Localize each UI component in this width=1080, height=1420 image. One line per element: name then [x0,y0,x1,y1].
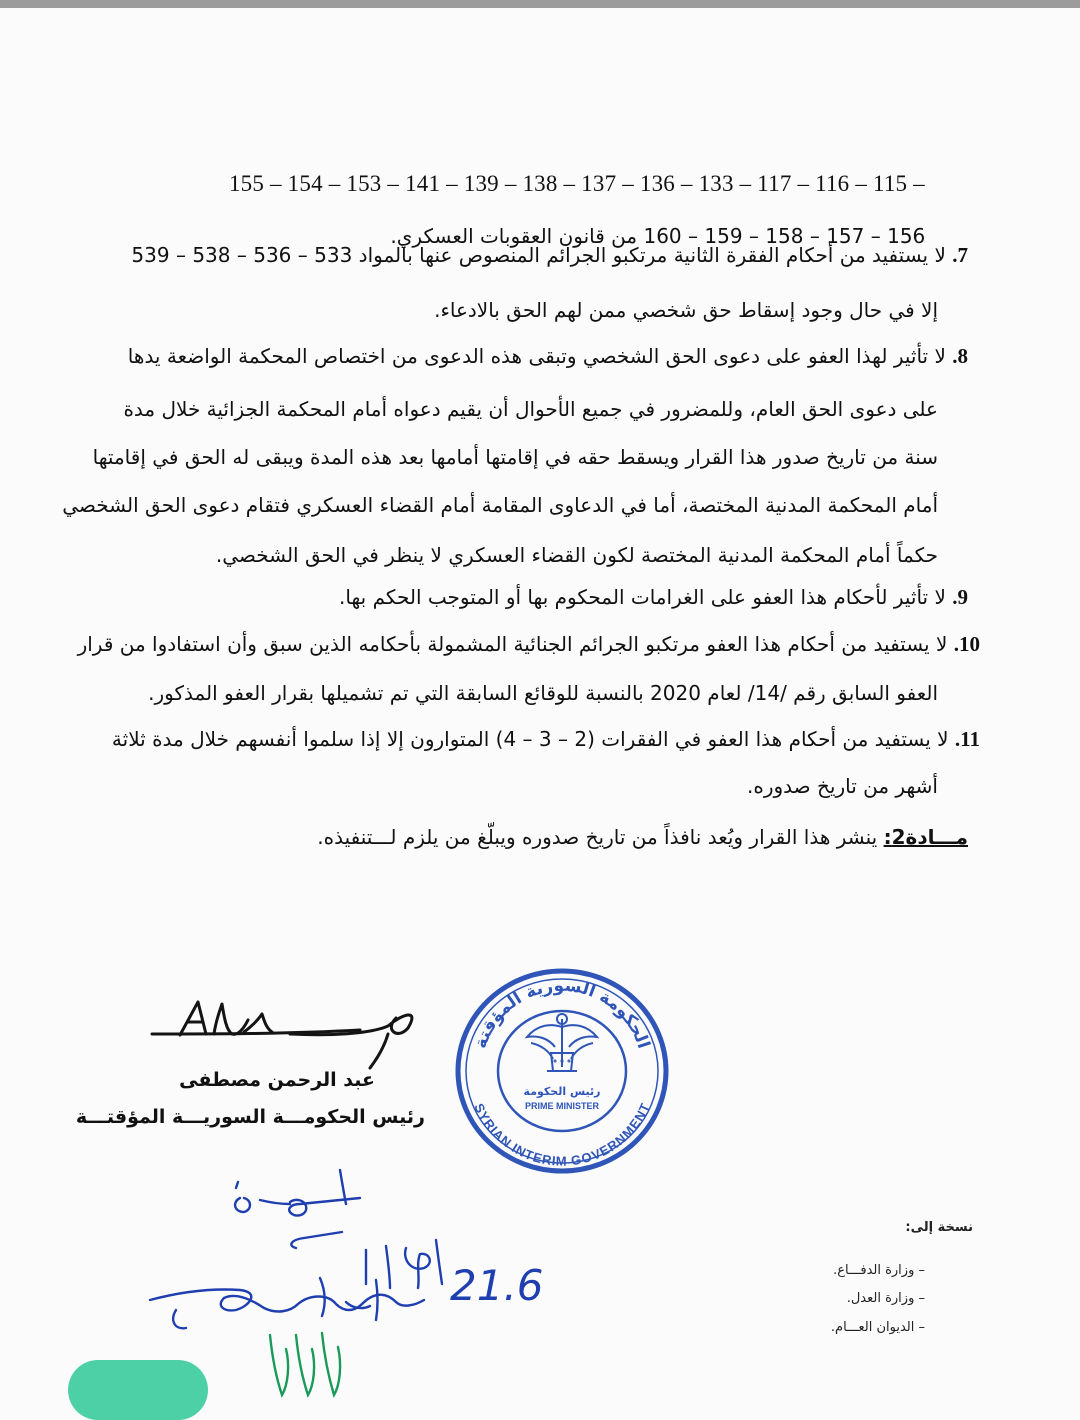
item11-line2: أشهر من تاريخ صدوره. [746,774,938,798]
article-2 [0,823,1080,851]
item10-line1: 10. لا يستفيد من أحكام هذا العفو مرتكبو الجرائم الجنائية المشمولة بأحكامه الذين سبق وأن استفادوا من قرار [77,632,980,656]
seal-inner-arabic: رئيس الحكومة [523,1085,601,1098]
item8-line1: 8. لا تأثير لهذا العفو على دعوى الحق الشخصي وتبقى هذه الدعوى من اختصاص المحكمة الواضعة يدها [127,344,968,368]
floating-action-button[interactable] [68,1360,208,1420]
handwritten-date: 21.6 [450,1261,544,1310]
signatory-name: عبد الرحمن مصطفى [179,1069,375,1091]
article-2-label: مـــادة2: [883,825,968,849]
seal-inner-english: PRIME MINISTER [524,1101,600,1111]
item7-line2: إلا في حال وجود إسقاط حق شخصي ممن لهم الحق بالادعاء. [434,298,938,322]
copies-item-justice: – وزارة العدل. [846,1291,925,1306]
item8-line5: حكماً أمام المحكمة المدنية المختصة لكون القضاء العسكري لا ينظر في الحق الشخصي. [215,543,938,567]
item8-line4: أمام المحكمة المدنية المختصة، أما في الدعاوى المقامة أمام القضاء العسكري فتقام دعوى الحق الشخصي [62,493,938,517]
signature-graphic [140,990,440,1080]
item6-line2: 156 – 157 – 158 – 159 – 160 من قانون العقوبات العسكري. [390,224,926,248]
list-dash: – [914,1320,925,1335]
green-ink-marks [260,1325,350,1401]
item11-line1: 11. لا يستفيد من أحكام هذا العفو في الفقرات (2 – 3 – 4) المتوارون إلا إذا سلموا أنفسهم خلال مدة ثلاثة [111,727,980,751]
item8-line3: سنة من تاريخ صدور هذا القرار ويسقط حقه في إقامتها أمامها بعد هذه المدة ويبقى له الحق في إقامتها [92,445,938,469]
handwritten-notes [140,1160,580,1360]
seal-outer-arabic: الحكومة السورية المؤقتة [470,975,654,1052]
seal [455,967,670,1175]
item8-line2: على دعوى الحق العام، وللمضرور في جميع الأحوال أن يقيم دعواه أمام المحكمة الجزائية خلال مدة [123,397,938,421]
copies-item-defense: – وزارة الدفـــاع. [833,1263,925,1278]
copies-heading: نسخة إلى: [905,1220,973,1235]
top-bar [0,0,1080,8]
list-dash: – [914,1263,925,1278]
copies-item-general-office: – الديوان العـــام. [830,1320,925,1335]
item7-line1: 7. لا يستفيد من أحكام الفقرة الثانية مرتكبو الجرائم المنصوص عنها بالمواد 533 – 536 – 538 – 539 [131,243,968,267]
article-2-text: ينشر هذا القرار ويُعد نافذاً من تاريخ صدوره ويبلّغ من يلزم لـــتنفيذه. [317,825,884,849]
signatory-title: رئيس الحكومـــة السوريـــة المؤقتـــة [75,1106,425,1128]
item9-line1: 9. لا تأثير لأحكام هذا العفو على الغرامات المحكوم بها أو المتوجب الحكم بها. [339,585,968,609]
item6-numbers-line1: 155 – 154 – 153 – 141 – 139 – 138 – 137 – 136 – 133 – 117 – 116 – 115 – [228,171,925,196]
seal-outer-english: SYRIAN INTERIM GOVERNMENT [471,1101,653,1169]
list-dash: – [914,1291,925,1306]
item10-line2: العفو السابق رقم /14/ لعام 2020 بالنسبة للوقائع السابقة التي تم تشميلها بقرار العفو المذكور. [148,681,938,705]
